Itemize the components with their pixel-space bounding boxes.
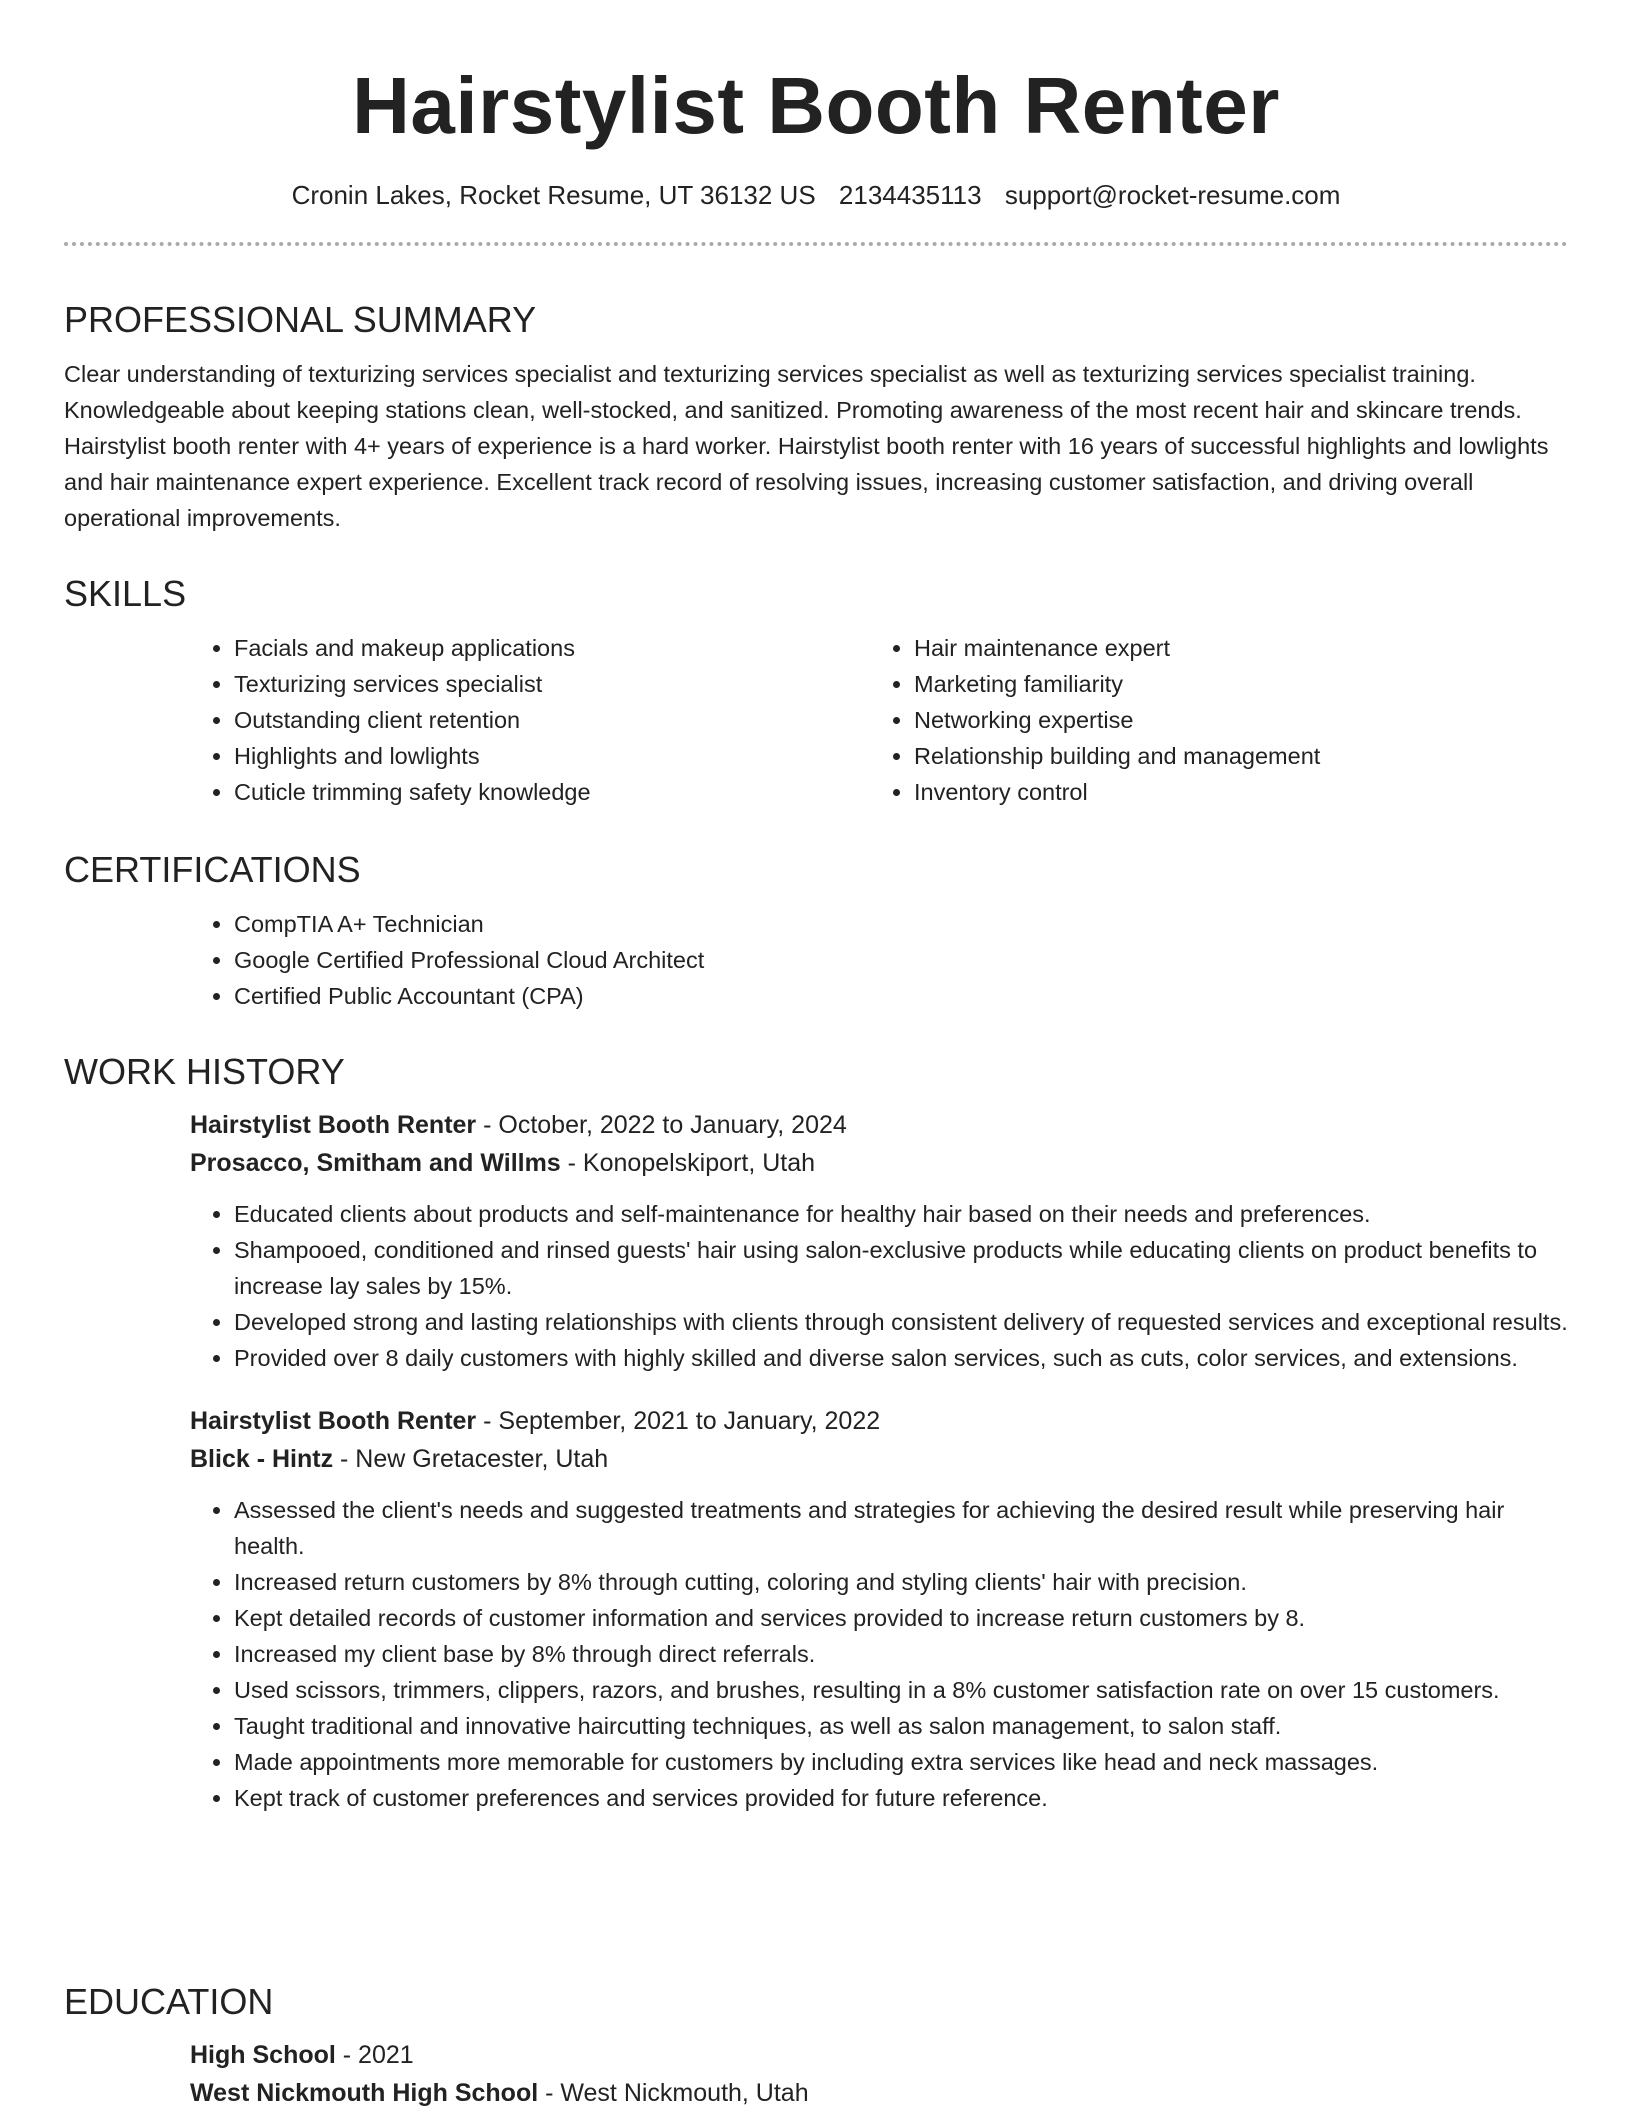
job-bullet: • Provided over 8 daily customers with highly skilled and diverse salon services, such as cuts, color services, and extensions. xyxy=(234,1340,1568,1376)
header-divider xyxy=(64,242,1568,246)
summary-text: Clear understanding of texturizing services specialist and texturizing services specialist as well as texturizing services specialist training. Knowledgeable about keeping stations clean, well-stocked, and sanitized. Promoting awareness of the most recent hair and skincare trends. Hairstylist booth renter with 4+ years of experience is a hard worker. Hairstylist booth renter with 16 years of successful highlights and lowlights and hair maintenance expert experience. Excellent track record of resolving issues, increasing customer satisfaction, and driving overall operational improvements. xyxy=(64,361,1549,531)
contact-line xyxy=(64,178,1568,212)
job-bullet: • Assessed the client's needs and suggested treatments and strategies for achieving the desired result while preserving hair health. xyxy=(234,1492,1568,1564)
skill-item: • Highlights and lowlights xyxy=(234,738,870,774)
job-entry xyxy=(190,1402,1568,1816)
job-dates: - September, 2021 to January, 2022 xyxy=(476,1407,881,1435)
job-bullet: • Increased return customers by 8% through cutting, coloring and styling clients' hair with precision. xyxy=(234,1564,1568,1600)
skill-item: • Networking expertise xyxy=(914,702,1550,738)
certifications-list xyxy=(190,906,1568,1014)
section-title-work: WORK HISTORY xyxy=(64,1051,345,1092)
job-company: Blick - Hintz xyxy=(190,1445,334,1473)
work-history-section xyxy=(64,1050,1568,1816)
certifications-section xyxy=(64,848,1568,1014)
contact-email: support@rocket-resume.com xyxy=(1004,180,1341,210)
section-title-skills: SKILLS xyxy=(64,573,187,614)
job-bullet: • Increased my client base by 8% through direct referrals. xyxy=(234,1636,1568,1672)
contact-phone: 2134435113 xyxy=(838,180,982,210)
job-role: Hairstylist Booth Renter xyxy=(190,1111,477,1139)
job-bullets xyxy=(190,1196,1568,1376)
job-title-line xyxy=(190,1402,1568,1440)
job-role: Hairstylist Booth Renter xyxy=(190,1407,477,1435)
skills-list-left xyxy=(190,630,870,810)
job-company: Prosacco, Smitham and Willms xyxy=(190,1149,561,1177)
skills-list-right xyxy=(870,630,1550,810)
section-title-summary: PROFESSIONAL SUMMARY xyxy=(64,299,537,340)
job-bullet: • Kept detailed records of customer information and services provided to increase return customers by 8. xyxy=(234,1600,1568,1636)
resume-name: Hairstylist Booth Renter xyxy=(352,61,1280,150)
resume-page xyxy=(64,0,1568,2107)
job-company-line xyxy=(190,1144,1568,1182)
skill-item: • Inventory control xyxy=(914,774,1550,810)
skills-grid xyxy=(190,630,1568,810)
job-bullet: • Used scissors, trimmers, clippers, razors, and brushes, resulting in a 8% customer satisfaction rate on over 15 customers. xyxy=(234,1672,1568,1708)
job-location: - Konopelskiport, Utah xyxy=(560,1149,816,1177)
job-bullet: • Kept track of customer preferences and services provided for future reference. xyxy=(234,1780,1568,1816)
education-entry xyxy=(190,2036,1568,2112)
skill-item: • Relationship building and management xyxy=(914,738,1550,774)
contact-address: Cronin Lakes, Rocket Resume, UT 36132 US xyxy=(291,180,816,210)
job-dates: - October, 2022 to January, 2024 xyxy=(476,1111,847,1139)
certification-item: • Google Certified Professional Cloud Architect xyxy=(234,942,1568,978)
section-title-education: EDUCATION xyxy=(64,1981,274,2022)
job-location: - New Gretacester, Utah xyxy=(333,1445,609,1473)
education-degree: High School xyxy=(190,2041,336,2069)
job-entry xyxy=(190,1106,1568,1376)
section-title-certifications: CERTIFICATIONS xyxy=(64,849,361,890)
job-bullet: • Educated clients about products and self-maintenance for healthy hair based on their needs and preferences. xyxy=(234,1196,1568,1232)
skill-item: • Marketing familiarity xyxy=(914,666,1550,702)
education-year: - 2021 xyxy=(335,2041,414,2069)
skills-section xyxy=(64,572,1568,810)
job-bullet: • Shampooed, conditioned and rinsed guests' hair using salon-exclusive products while educating clients on product benefits to increase lay sales by 15%. xyxy=(234,1232,1568,1304)
skill-item: • Cuticle trimming safety knowledge xyxy=(234,774,870,810)
education-location: - West Nickmouth, Utah xyxy=(538,2079,809,2107)
skill-item: • Facials and makeup applications xyxy=(234,630,870,666)
education-school: West Nickmouth High School xyxy=(190,2079,539,2107)
summary-section xyxy=(64,298,1568,536)
job-title-line xyxy=(190,1106,1568,1144)
skill-item: • Outstanding client retention xyxy=(234,702,870,738)
job-bullet: • Developed strong and lasting relationships with clients through consistent delivery of requested services and exceptional results. xyxy=(234,1304,1568,1340)
skill-item: • Hair maintenance expert xyxy=(914,630,1550,666)
job-bullets xyxy=(190,1492,1568,1816)
skill-item: • Texturizing services specialist xyxy=(234,666,870,702)
education-school-line xyxy=(190,2074,1568,2112)
job-company-line xyxy=(190,1440,1568,1478)
job-bullet: • Made appointments more memorable for customers by including extra services like head and neck massages. xyxy=(234,1744,1568,1780)
education-section xyxy=(64,1980,1568,2112)
education-degree-line xyxy=(190,2036,1568,2074)
certification-item: • Certified Public Accountant (CPA) xyxy=(234,978,1568,1014)
certification-item: • CompTIA A+ Technician xyxy=(234,906,1568,942)
job-bullet: • Taught traditional and innovative haircutting techniques, as well as salon management, to salon staff. xyxy=(234,1708,1568,1744)
